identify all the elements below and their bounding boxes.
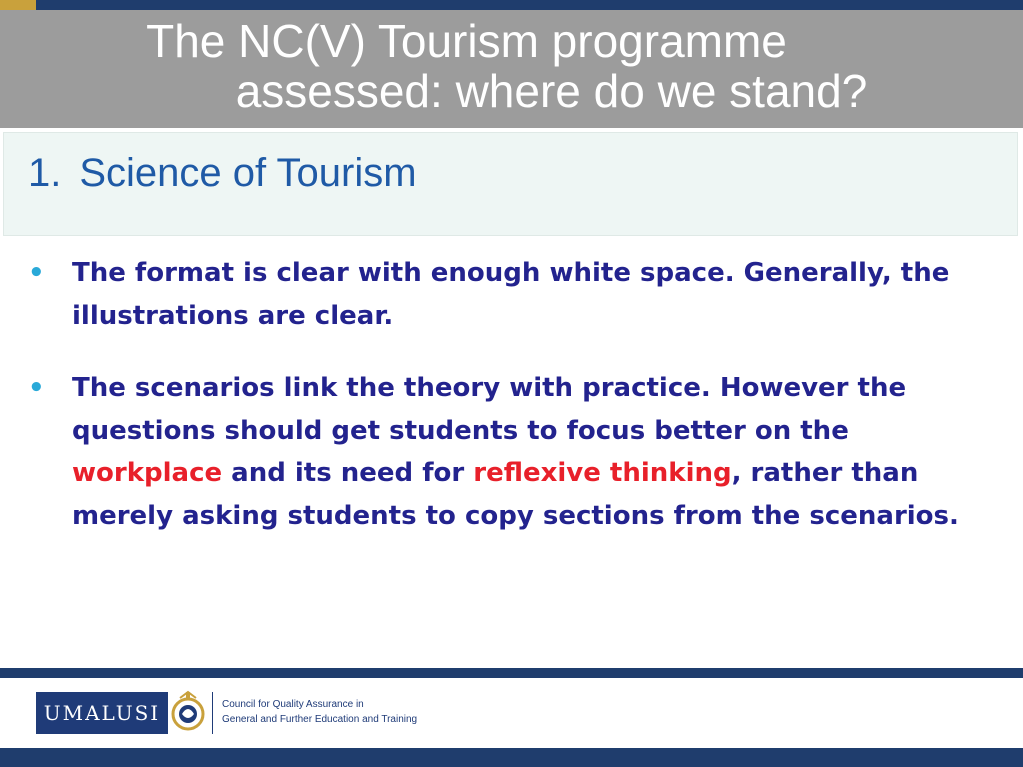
subtitle-box	[3, 132, 1018, 236]
subtitle-text: Science of Tourism	[79, 151, 417, 195]
slide-title-line1: The NC(V) Tourism programme	[146, 15, 787, 67]
highlight-reflexive-thinking: reflexive thinking	[473, 458, 732, 488]
highlight-workplace: workplace	[72, 458, 223, 488]
bullet-text-part: The scenarios link the theory with practice. However the questions should get students to focus better on the	[72, 373, 907, 446]
title-bar	[0, 10, 1023, 128]
bullet-text-part: and its need for	[222, 458, 474, 488]
subtitle-number: 1.	[28, 151, 62, 195]
bullet-item	[28, 252, 993, 337]
bullet-list	[28, 252, 993, 567]
slide-title	[0, 16, 1023, 116]
footer-line-bottom	[0, 748, 1023, 767]
org-line1: Council for Quality Assurance in	[222, 699, 364, 710]
umalusi-emblem-icon	[168, 688, 208, 736]
org-line2: General and Further Education and Training	[222, 714, 418, 725]
top-accent-strip	[0, 0, 1023, 10]
umalusi-logo	[36, 692, 168, 734]
organisation-name	[222, 697, 417, 727]
footer-divider	[212, 692, 213, 734]
slide-subtitle	[28, 149, 417, 197]
bullet-item	[28, 367, 993, 537]
footer-line-top	[0, 668, 1023, 678]
top-accent-gold	[0, 0, 36, 10]
bullet-text: The format is clear with enough white space. Generally, the illustrations are clear.	[72, 258, 950, 331]
logo-text: UMALUSI	[43, 701, 161, 725]
bullet-text-part: , rather than merely asking students to copy sections from the scenarios.	[72, 458, 959, 531]
bullet-dot-icon: •	[28, 258, 45, 288]
bullet-dot-icon: •	[28, 373, 45, 403]
slide-title-line2: assessed: where do we stand?	[235, 65, 868, 117]
